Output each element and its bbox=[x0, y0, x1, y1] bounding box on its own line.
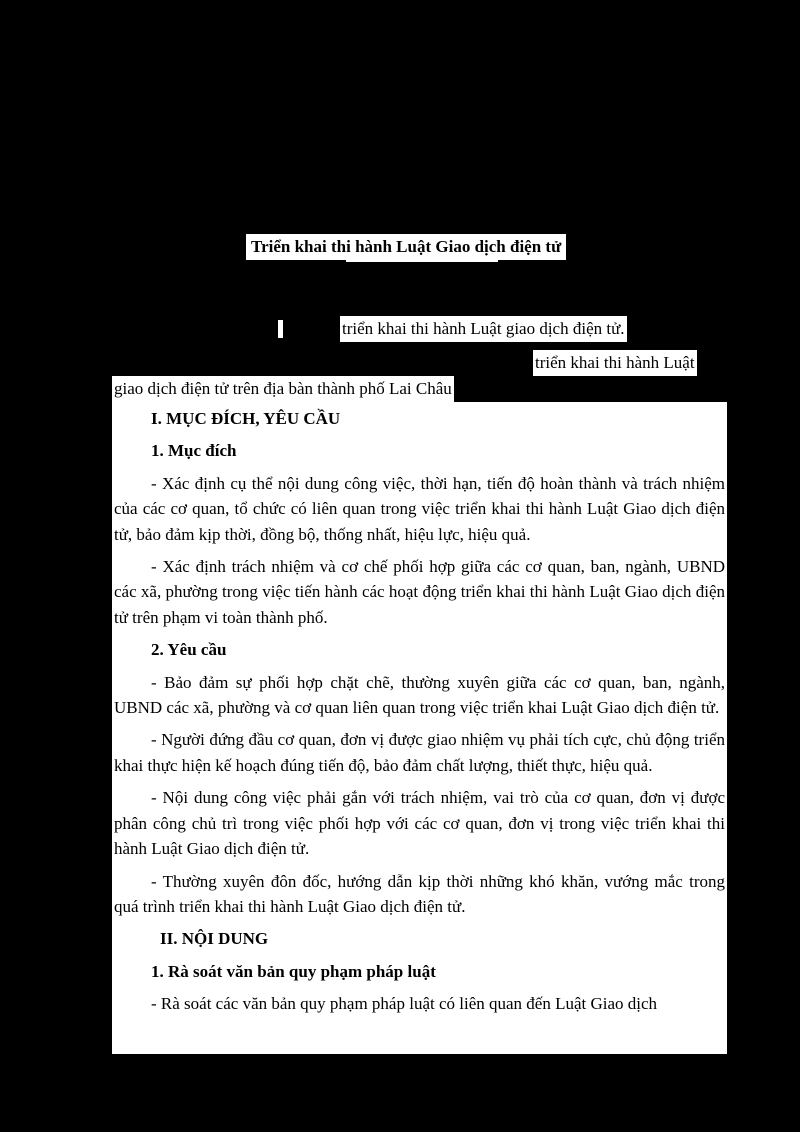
subsection-heading-purpose: 1. Mục đích bbox=[151, 441, 237, 461]
document-body bbox=[112, 402, 727, 1054]
paragraph: - Rà soát các văn bản quy phạm pháp luật có liên quan đến Luật Giao dịch bbox=[151, 994, 658, 1014]
snippet-line-1: triển khai thi hành Luật giao dịch điện tử. bbox=[340, 316, 627, 342]
title-underline bbox=[346, 259, 498, 262]
redaction-fragment bbox=[278, 320, 283, 338]
paragraph: - Bảo đảm sự phối hợp chặt chẽ, thường xuyên giữa các cơ quan, ban, ngành, UBND các xã, phường và cơ quan liên quan trong việc triển khai Luật Giao dịch điện tử. bbox=[114, 672, 725, 718]
paragraph: - Xác định cụ thể nội dung công việc, thời hạn, tiến độ hoàn thành và trách nhiệm của các cơ quan, tổ chức có liên quan trong việc triển khai thi hành Luật Giao dịch điện tử, bảo đảm kịp thời, đồng bộ, thống nhất, hiệu lực, hiệu quả. bbox=[114, 473, 725, 544]
paragraph: - Nội dung công việc phải gắn với trách nhiệm, vai trò của cơ quan, đơn vị được phân công chủ trì trong việc phối hợp với các cơ quan, đơn vị trong việc triển khai thi hành Luật Giao dịch điện tử. bbox=[114, 788, 725, 859]
section-heading-1: I. MỤC ĐÍCH, YÊU CẦU bbox=[151, 409, 341, 428]
document-title: Triển khai thi hành Luật Giao dịch điện tử bbox=[246, 234, 566, 260]
paragraph: - Thường xuyên đôn đốc, hướng dẫn kịp thời những khó khăn, vướng mắc trong quá trình triển khai thi hành Luật Giao dịch điện tử. bbox=[114, 871, 725, 916]
subsection-heading-review: 1. Rà soát văn bản quy phạm pháp luật bbox=[151, 961, 436, 981]
section-heading-2: II. NỘI DUNG bbox=[160, 929, 269, 949]
snippet-line-3: giao dịch điện tử trên địa bàn thành phố Lai Châu bbox=[112, 376, 454, 402]
snippet-line-2: triển khai thi hành Luật bbox=[533, 350, 697, 376]
subsection-heading-requirements: 2. Yêu cầu bbox=[151, 640, 227, 660]
paragraph: - Người đứng đầu cơ quan, đơn vị được giao nhiệm vụ phải tích cực, chủ động triển khai thực hiện kế hoạch đúng tiến độ, bảo đảm chất lượng, thiết thực, hiệu quả. bbox=[114, 730, 725, 775]
paragraph: - Xác định trách nhiệm và cơ chế phối hợp giữa các cơ quan, ban, ngành, UBND các xã, phường trong việc tiến hành các hoạt động triển khai thi hành Luật Giao dịch điện tử trên phạm vi toàn thành phố. bbox=[114, 557, 725, 627]
